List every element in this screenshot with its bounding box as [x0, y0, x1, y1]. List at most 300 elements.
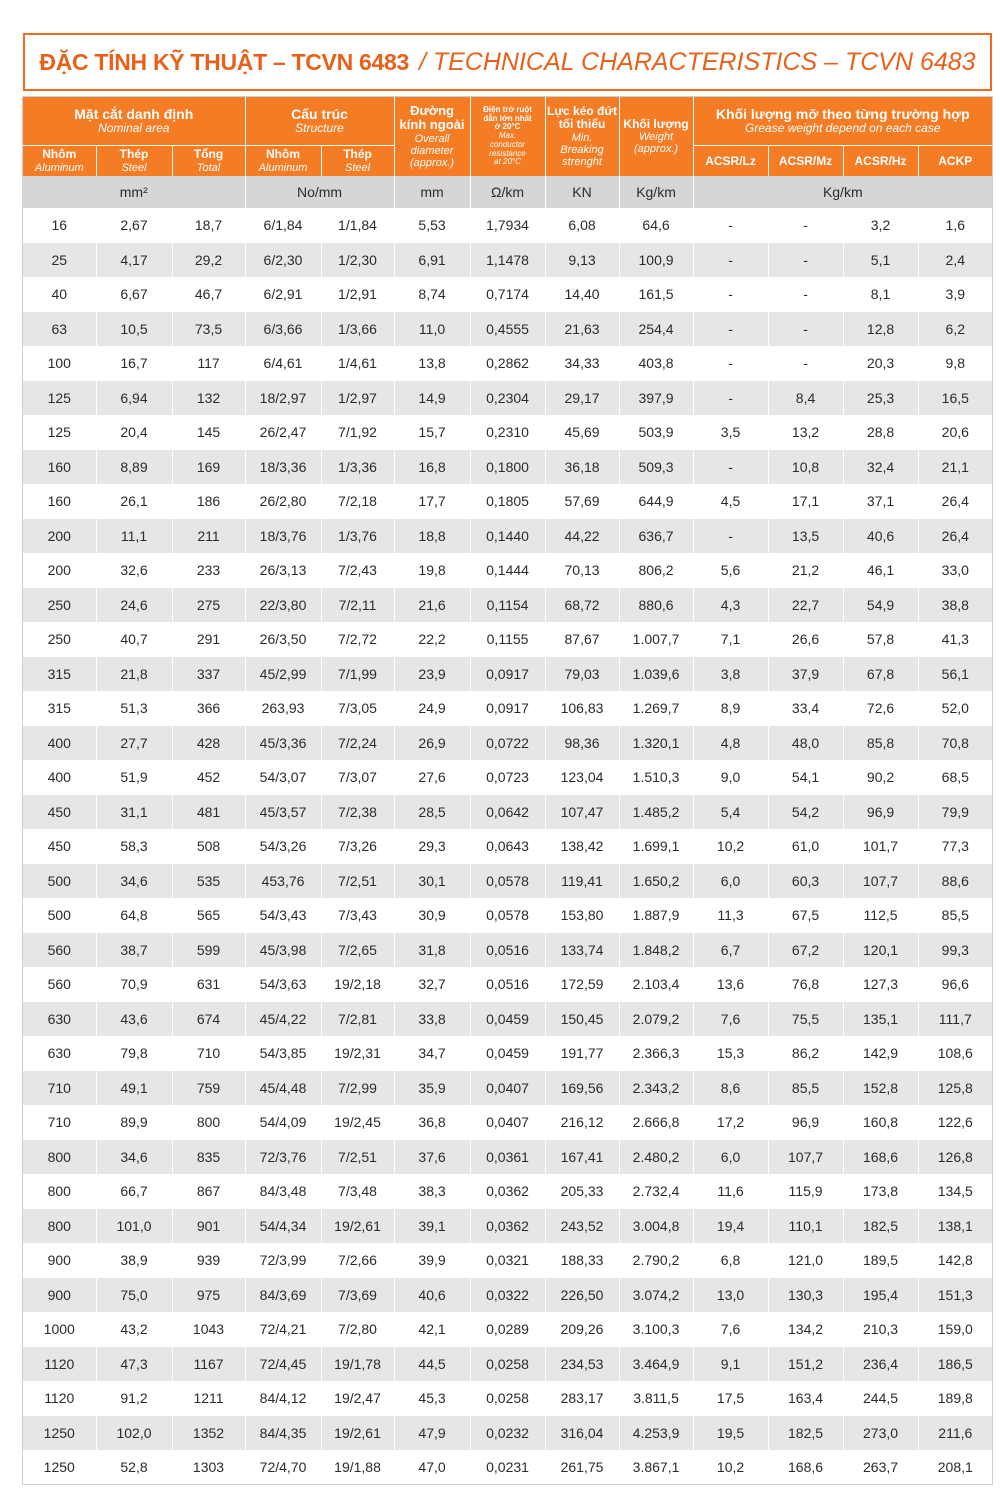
cell-aluminum-area: 800 — [23, 1140, 96, 1175]
cell-ackp: 56,1 — [918, 657, 992, 692]
header-weight-en1: Weight — [639, 131, 674, 143]
cell-acsr-mz: - — [768, 346, 843, 381]
cell-overall-diameter: 15,7 — [394, 415, 470, 450]
cell-total-area: 599 — [172, 933, 245, 968]
cell-acsr-mz: 26,6 — [768, 622, 843, 657]
cell-acsr-mz: - — [768, 312, 843, 347]
cell-aluminum-structure: 45/3,98 — [245, 933, 321, 968]
header-structure-steel-vi: Thép — [343, 147, 372, 162]
cell-overall-diameter: 40,6 — [394, 1278, 470, 1313]
table-row — [23, 1312, 992, 1347]
cell-overall-diameter: 36,8 — [394, 1105, 470, 1140]
cell-aluminum-structure: 453,76 — [245, 864, 321, 899]
table-row — [23, 277, 992, 312]
cell-acsr-lz: 6,7 — [693, 933, 768, 968]
table-row — [23, 1105, 992, 1140]
cell-overall-diameter: 31,8 — [394, 933, 470, 968]
cell-aluminum-area: 250 — [23, 588, 96, 623]
cell-resistance: 0,0917 — [470, 657, 545, 692]
cell-acsr-lz: 13,6 — [693, 967, 768, 1002]
cell-resistance: 0,4555 — [470, 312, 545, 347]
header-diameter-vi2: kính ngoài — [399, 117, 465, 133]
table-row — [23, 898, 992, 933]
cell-steel-structure: 7/3,05 — [321, 691, 394, 726]
table-row — [23, 933, 992, 968]
cell-aluminum-area: 1120 — [23, 1347, 96, 1382]
cell-acsr-mz: 110,1 — [768, 1209, 843, 1244]
cell-resistance: 0,0361 — [470, 1140, 545, 1175]
cell-steel-structure: 1/4,61 — [321, 346, 394, 381]
cell-aluminum-structure: 72/4,21 — [245, 1312, 321, 1347]
cell-overall-diameter: 42,1 — [394, 1312, 470, 1347]
cell-aluminum-area: 160 — [23, 450, 96, 485]
cell-aluminum-structure: 6/2,91 — [245, 277, 321, 312]
cell-aluminum-area: 630 — [23, 1002, 96, 1037]
cell-steel-structure: 7/2,51 — [321, 864, 394, 899]
cell-acsr-hz: 263,7 — [843, 1450, 918, 1485]
header-grease-vi: Khối lượng mỡ theo từng trường hợp — [715, 105, 970, 122]
cell-total-area: 674 — [172, 1002, 245, 1037]
header-diameter-en1: Overall — [414, 132, 450, 145]
table-row — [23, 726, 992, 761]
cell-total-area: 337 — [172, 657, 245, 692]
cell-breaking-strength: 209,26 — [545, 1312, 619, 1347]
cell-ackp: 79,9 — [918, 795, 992, 830]
units-row — [23, 176, 992, 208]
table-row — [23, 1036, 992, 1071]
cell-weight: 1.887,9 — [619, 898, 693, 933]
cell-acsr-hz: 96,9 — [843, 795, 918, 830]
cell-breaking-strength: 138,42 — [545, 829, 619, 864]
header-diameter-en2: diameter — [410, 144, 454, 157]
cell-steel-structure: 7/2,66 — [321, 1243, 394, 1278]
cell-overall-diameter: 32,7 — [394, 967, 470, 1002]
cell-steel-area: 31,1 — [96, 795, 172, 830]
table-row — [23, 312, 992, 347]
cell-aluminum-structure: 45/4,48 — [245, 1071, 321, 1106]
cell-steel-area: 16,7 — [96, 346, 172, 381]
cell-ackp: 68,5 — [918, 760, 992, 795]
cell-total-area: 233 — [172, 553, 245, 588]
cell-acsr-hz: 37,1 — [843, 484, 918, 519]
cell-steel-area: 51,3 — [96, 691, 172, 726]
cell-acsr-hz: 168,6 — [843, 1140, 918, 1175]
table-row — [23, 519, 992, 554]
table-row — [23, 1278, 992, 1313]
cell-overall-diameter: 34,7 — [394, 1036, 470, 1071]
cell-weight: 3.004,8 — [619, 1209, 693, 1244]
cell-steel-structure: 7/3,07 — [321, 760, 394, 795]
cell-breaking-strength: 107,47 — [545, 795, 619, 830]
table-row — [23, 657, 992, 692]
cell-acsr-mz: 182,5 — [768, 1416, 843, 1451]
cell-aluminum-area: 25 — [23, 243, 96, 278]
cell-acsr-hz: 135,1 — [843, 1002, 918, 1037]
cell-acsr-lz: 13,0 — [693, 1278, 768, 1313]
cell-aluminum-area: 630 — [23, 1036, 96, 1071]
cell-aluminum-structure: 22/3,80 — [245, 588, 321, 623]
cell-acsr-lz: - — [693, 243, 768, 278]
header-resistance-vi2: dẫn lớn nhất — [483, 113, 532, 123]
cell-weight: 4.253,9 — [619, 1416, 693, 1451]
cell-aluminum-structure: 54/3,63 — [245, 967, 321, 1002]
cell-acsr-hz: 107,7 — [843, 864, 918, 899]
header-structure-aluminum-vi: Nhôm — [266, 147, 301, 162]
cell-steel-structure: 19/1,88 — [321, 1450, 394, 1485]
cell-acsr-mz: 75,5 — [768, 1002, 843, 1037]
header-weight-vi: Khối lượng — [623, 116, 689, 131]
cell-weight: 1.039,6 — [619, 657, 693, 692]
cell-acsr-hz: 142,9 — [843, 1036, 918, 1071]
title-english: / TECHNICAL CHARACTERISTICS – TCVN 6483 — [418, 47, 976, 76]
table-row — [23, 553, 992, 588]
cell-steel-structure: 7/2,72 — [321, 622, 394, 657]
cell-aluminum-area: 450 — [23, 795, 96, 830]
cell-acsr-hz: 90,2 — [843, 760, 918, 795]
table-row — [23, 381, 992, 416]
cell-steel-area: 27,7 — [96, 726, 172, 761]
header-resistance-vi1: Điện trở ruột — [483, 104, 532, 114]
cell-acsr-lz: 17,2 — [693, 1105, 768, 1140]
cell-total-area: 481 — [172, 795, 245, 830]
header-structure-steel — [321, 146, 394, 177]
cell-acsr-hz: 5,1 — [843, 243, 918, 278]
cell-steel-structure: 19/2,45 — [321, 1105, 394, 1140]
cell-aluminum-area: 160 — [23, 484, 96, 519]
cell-ackp: 111,7 — [918, 1002, 992, 1037]
cell-acsr-lz: 8,9 — [693, 691, 768, 726]
cell-acsr-hz: 72,6 — [843, 691, 918, 726]
cell-overall-diameter: 28,5 — [394, 795, 470, 830]
cell-weight: 806,2 — [619, 553, 693, 588]
cell-breaking-strength: 36,18 — [545, 450, 619, 485]
cell-steel-area: 64,8 — [96, 898, 172, 933]
cell-acsr-lz: 3,8 — [693, 657, 768, 692]
cell-total-area: 867 — [172, 1174, 245, 1209]
table-row — [23, 1174, 992, 1209]
cell-acsr-hz: 195,4 — [843, 1278, 918, 1313]
cell-weight: 161,5 — [619, 277, 693, 312]
cell-steel-structure: 1/3,36 — [321, 450, 394, 485]
header-structure-aluminum-en: Aluminum — [258, 161, 308, 174]
cell-acsr-lz: - — [693, 277, 768, 312]
cell-total-area: 835 — [172, 1140, 245, 1175]
cell-acsr-lz: 6,0 — [693, 864, 768, 899]
cell-resistance: 0,1805 — [470, 484, 545, 519]
cell-steel-area: 75,0 — [96, 1278, 172, 1313]
cell-steel-structure: 7/2,18 — [321, 484, 394, 519]
cell-total-area: 275 — [172, 588, 245, 623]
cell-steel-structure: 7/2,24 — [321, 726, 394, 761]
cell-weight: 644,9 — [619, 484, 693, 519]
table-row — [23, 243, 992, 278]
header-resistance-en1: Max. — [498, 131, 517, 141]
cell-overall-diameter: 23,9 — [394, 657, 470, 692]
cell-steel-structure: 7/2,43 — [321, 553, 394, 588]
header-weight-en2: (approx.) — [634, 143, 679, 156]
cell-aluminum-structure: 84/3,69 — [245, 1278, 321, 1313]
table-row — [23, 1450, 992, 1485]
cell-acsr-lz: 11,3 — [693, 898, 768, 933]
cell-weight: 1.007,7 — [619, 622, 693, 657]
cell-acsr-mz: 22,7 — [768, 588, 843, 623]
header-area-steel — [96, 146, 172, 177]
cell-acsr-lz: - — [693, 312, 768, 347]
cell-acsr-hz: 160,8 — [843, 1105, 918, 1140]
cell-breaking-strength: 79,03 — [545, 657, 619, 692]
cell-aluminum-area: 315 — [23, 691, 96, 726]
cell-breaking-strength: 167,41 — [545, 1140, 619, 1175]
header-overall-diameter — [394, 97, 470, 176]
cell-acsr-lz: 19,5 — [693, 1416, 768, 1451]
header-structure — [245, 97, 394, 146]
cell-breaking-strength: 234,53 — [545, 1347, 619, 1382]
cell-overall-diameter: 17,7 — [394, 484, 470, 519]
cell-acsr-lz: - — [693, 381, 768, 416]
cell-ackp: 20,6 — [918, 415, 992, 450]
cell-aluminum-structure: 54/4,09 — [245, 1105, 321, 1140]
cell-aluminum-structure: 72/3,99 — [245, 1243, 321, 1278]
cell-resistance: 0,0407 — [470, 1071, 545, 1106]
cell-resistance: 0,0322 — [470, 1278, 545, 1313]
cell-steel-structure: 1/3,66 — [321, 312, 394, 347]
cell-ackp: 126,8 — [918, 1140, 992, 1175]
cell-acsr-hz: 20,3 — [843, 346, 918, 381]
header-nominal-area-en: Nominal area — [98, 121, 170, 136]
cell-total-area: 452 — [172, 760, 245, 795]
cell-overall-diameter: 39,1 — [394, 1209, 470, 1244]
cell-weight: 64,6 — [619, 208, 693, 243]
cell-breaking-strength: 316,04 — [545, 1416, 619, 1451]
cell-total-area: 117 — [172, 346, 245, 381]
cell-acsr-lz: 7,6 — [693, 1002, 768, 1037]
cell-acsr-hz: 120,1 — [843, 933, 918, 968]
cell-steel-structure: 19/2,61 — [321, 1416, 394, 1451]
cell-aluminum-structure: 6/3,66 — [245, 312, 321, 347]
cell-aluminum-structure: 26/3,13 — [245, 553, 321, 588]
table-row — [23, 829, 992, 864]
cell-acsr-mz: 10,8 — [768, 450, 843, 485]
cell-overall-diameter: 13,8 — [394, 346, 470, 381]
cell-aluminum-area: 900 — [23, 1278, 96, 1313]
cell-acsr-hz: 101,7 — [843, 829, 918, 864]
cell-steel-structure: 1/1,84 — [321, 208, 394, 243]
cell-ackp: 122,6 — [918, 1105, 992, 1140]
cell-weight: 1.485,2 — [619, 795, 693, 830]
unit-breaking: KN — [545, 176, 619, 208]
cell-weight: 3.464,9 — [619, 1347, 693, 1382]
table-row — [23, 1347, 992, 1382]
cell-ackp: 38,8 — [918, 588, 992, 623]
cell-steel-structure: 19/2,31 — [321, 1036, 394, 1071]
cell-acsr-mz: 54,2 — [768, 795, 843, 830]
cell-aluminum-area: 500 — [23, 898, 96, 933]
cell-resistance: 0,0578 — [470, 864, 545, 899]
header-structure-aluminum — [245, 146, 321, 177]
cell-acsr-hz: 210,3 — [843, 1312, 918, 1347]
cell-aluminum-structure: 263,93 — [245, 691, 321, 726]
cell-overall-diameter: 39,9 — [394, 1243, 470, 1278]
cell-total-area: 901 — [172, 1209, 245, 1244]
table-row — [23, 450, 992, 485]
cell-acsr-lz: 5,6 — [693, 553, 768, 588]
cell-aluminum-area: 710 — [23, 1105, 96, 1140]
cell-acsr-mz: 115,9 — [768, 1174, 843, 1209]
cell-breaking-strength: 188,33 — [545, 1243, 619, 1278]
cell-steel-area: 58,3 — [96, 829, 172, 864]
cell-aluminum-structure: 45/3,36 — [245, 726, 321, 761]
cell-overall-diameter: 38,3 — [394, 1174, 470, 1209]
cell-total-area: 132 — [172, 381, 245, 416]
table-row — [23, 622, 992, 657]
cell-acsr-lz: 5,4 — [693, 795, 768, 830]
cell-aluminum-area: 63 — [23, 312, 96, 347]
cell-acsr-mz: 67,2 — [768, 933, 843, 968]
cell-acsr-lz: 9,0 — [693, 760, 768, 795]
cell-resistance: 0,0231 — [470, 1450, 545, 1485]
cell-ackp: 108,6 — [918, 1036, 992, 1071]
cell-steel-structure: 7/2,65 — [321, 933, 394, 968]
cell-total-area: 1043 — [172, 1312, 245, 1347]
cell-acsr-mz: - — [768, 243, 843, 278]
header-diameter-en3: (approx.) — [410, 156, 455, 169]
header-breaking-en2: Breaking — [560, 143, 604, 156]
cell-steel-area: 2,67 — [96, 208, 172, 243]
cell-steel-area: 101,0 — [96, 1209, 172, 1244]
cell-resistance: 0,2310 — [470, 415, 545, 450]
cell-total-area: 186 — [172, 484, 245, 519]
cell-weight: 1.510,3 — [619, 760, 693, 795]
unit-diameter: mm — [394, 176, 470, 208]
cell-resistance: 0,0516 — [470, 933, 545, 968]
cell-acsr-hz: 25,3 — [843, 381, 918, 416]
cell-aluminum-area: 315 — [23, 657, 96, 692]
cell-overall-diameter: 19,8 — [394, 553, 470, 588]
cell-total-area: 975 — [172, 1278, 245, 1313]
cell-ackp: 16,5 — [918, 381, 992, 416]
cell-resistance: 0,1800 — [470, 450, 545, 485]
cell-ackp: 134,5 — [918, 1174, 992, 1209]
cell-weight: 397,9 — [619, 381, 693, 416]
cell-ackp: 88,6 — [918, 864, 992, 899]
cell-resistance: 0,0232 — [470, 1416, 545, 1451]
cell-total-area: 508 — [172, 829, 245, 864]
cell-overall-diameter: 33,8 — [394, 1002, 470, 1037]
table-row — [23, 346, 992, 381]
table-row — [23, 967, 992, 1002]
cell-weight: 100,9 — [619, 243, 693, 278]
cell-aluminum-area: 900 — [23, 1243, 96, 1278]
header-acsr-lz — [693, 146, 768, 177]
cell-resistance: 0,0362 — [470, 1174, 545, 1209]
cell-steel-area: 47,3 — [96, 1347, 172, 1382]
unit-grease: Kg/km — [693, 176, 992, 208]
header-area-total-vi: Tổng — [193, 147, 224, 162]
cell-resistance: 1,1478 — [470, 243, 545, 278]
cell-overall-diameter: 29,3 — [394, 829, 470, 864]
cell-steel-structure: 19/2,61 — [321, 1209, 394, 1244]
cell-ackp: 2,4 — [918, 243, 992, 278]
cell-acsr-mz: 33,4 — [768, 691, 843, 726]
cell-resistance: 0,0723 — [470, 760, 545, 795]
cell-total-area: 291 — [172, 622, 245, 657]
cell-aluminum-structure: 26/2,80 — [245, 484, 321, 519]
cell-breaking-strength: 205,33 — [545, 1174, 619, 1209]
cell-overall-diameter: 45,3 — [394, 1381, 470, 1416]
cell-acsr-mz: 13,2 — [768, 415, 843, 450]
cell-overall-diameter: 5,53 — [394, 208, 470, 243]
cell-ackp: 208,1 — [918, 1450, 992, 1485]
cell-aluminum-area: 16 — [23, 208, 96, 243]
cell-weight: 1.699,1 — [619, 829, 693, 864]
cell-overall-diameter: 47,0 — [394, 1450, 470, 1485]
cell-total-area: 1352 — [172, 1416, 245, 1451]
cell-acsr-mz: 13,5 — [768, 519, 843, 554]
cell-aluminum-area: 400 — [23, 726, 96, 761]
cell-overall-diameter: 44,5 — [394, 1347, 470, 1382]
cell-weight: 1.320,1 — [619, 726, 693, 761]
cell-weight: 3.074,2 — [619, 1278, 693, 1313]
cell-steel-area: 40,7 — [96, 622, 172, 657]
cell-aluminum-structure: 6/4,61 — [245, 346, 321, 381]
header-structure-vi: Cấu trúc — [291, 105, 348, 122]
title-vietnamese: ĐẶC TÍNH KỸ THUẬT – TCVN 6483 — [39, 48, 409, 75]
cell-aluminum-structure: 54/3,26 — [245, 829, 321, 864]
table-row — [23, 1071, 992, 1106]
header-breaking-vi2: tối thiểu — [558, 117, 606, 132]
cell-acsr-lz: 4,8 — [693, 726, 768, 761]
cell-breaking-strength: 34,33 — [545, 346, 619, 381]
cell-overall-diameter: 47,9 — [394, 1416, 470, 1451]
cell-steel-structure: 1/2,91 — [321, 277, 394, 312]
table-row — [23, 1140, 992, 1175]
cell-aluminum-area: 200 — [23, 553, 96, 588]
cell-total-area: 211 — [172, 519, 245, 554]
cell-aluminum-area: 200 — [23, 519, 96, 554]
header-diameter-vi1: Đường — [410, 103, 454, 119]
cell-weight: 1.650,2 — [619, 864, 693, 899]
cell-acsr-lz: 10,2 — [693, 1450, 768, 1485]
cell-acsr-mz: - — [768, 208, 843, 243]
cell-acsr-hz: 236,4 — [843, 1347, 918, 1382]
cell-ackp: 186,5 — [918, 1347, 992, 1382]
header-area-aluminum-vi: Nhôm — [42, 147, 77, 162]
cell-acsr-lz: 17,5 — [693, 1381, 768, 1416]
cell-resistance: 0,2304 — [470, 381, 545, 416]
cell-ackp: 26,4 — [918, 519, 992, 554]
cell-acsr-lz: 6,8 — [693, 1243, 768, 1278]
cell-aluminum-structure: 45/3,57 — [245, 795, 321, 830]
cell-resistance: 0,0722 — [470, 726, 545, 761]
cell-ackp: 189,8 — [918, 1381, 992, 1416]
header-breaking-strength — [545, 97, 619, 176]
cell-total-area: 1211 — [172, 1381, 245, 1416]
cell-acsr-mz: 130,3 — [768, 1278, 843, 1313]
table-row — [23, 415, 992, 450]
cell-weight: 2.366,3 — [619, 1036, 693, 1071]
cell-resistance: 0,2862 — [470, 346, 545, 381]
cell-total-area: 1167 — [172, 1347, 245, 1382]
cell-aluminum-area: 1250 — [23, 1450, 96, 1485]
header-breaking-en3: strenght — [562, 155, 602, 168]
cell-aluminum-structure: 6/1,84 — [245, 208, 321, 243]
cell-steel-area: 91,2 — [96, 1381, 172, 1416]
cell-weight: 2.079,2 — [619, 1002, 693, 1037]
cell-aluminum-area: 400 — [23, 760, 96, 795]
cell-aluminum-structure: 54/3,43 — [245, 898, 321, 933]
cell-aluminum-structure: 6/2,30 — [245, 243, 321, 278]
cell-breaking-strength: 172,59 — [545, 967, 619, 1002]
